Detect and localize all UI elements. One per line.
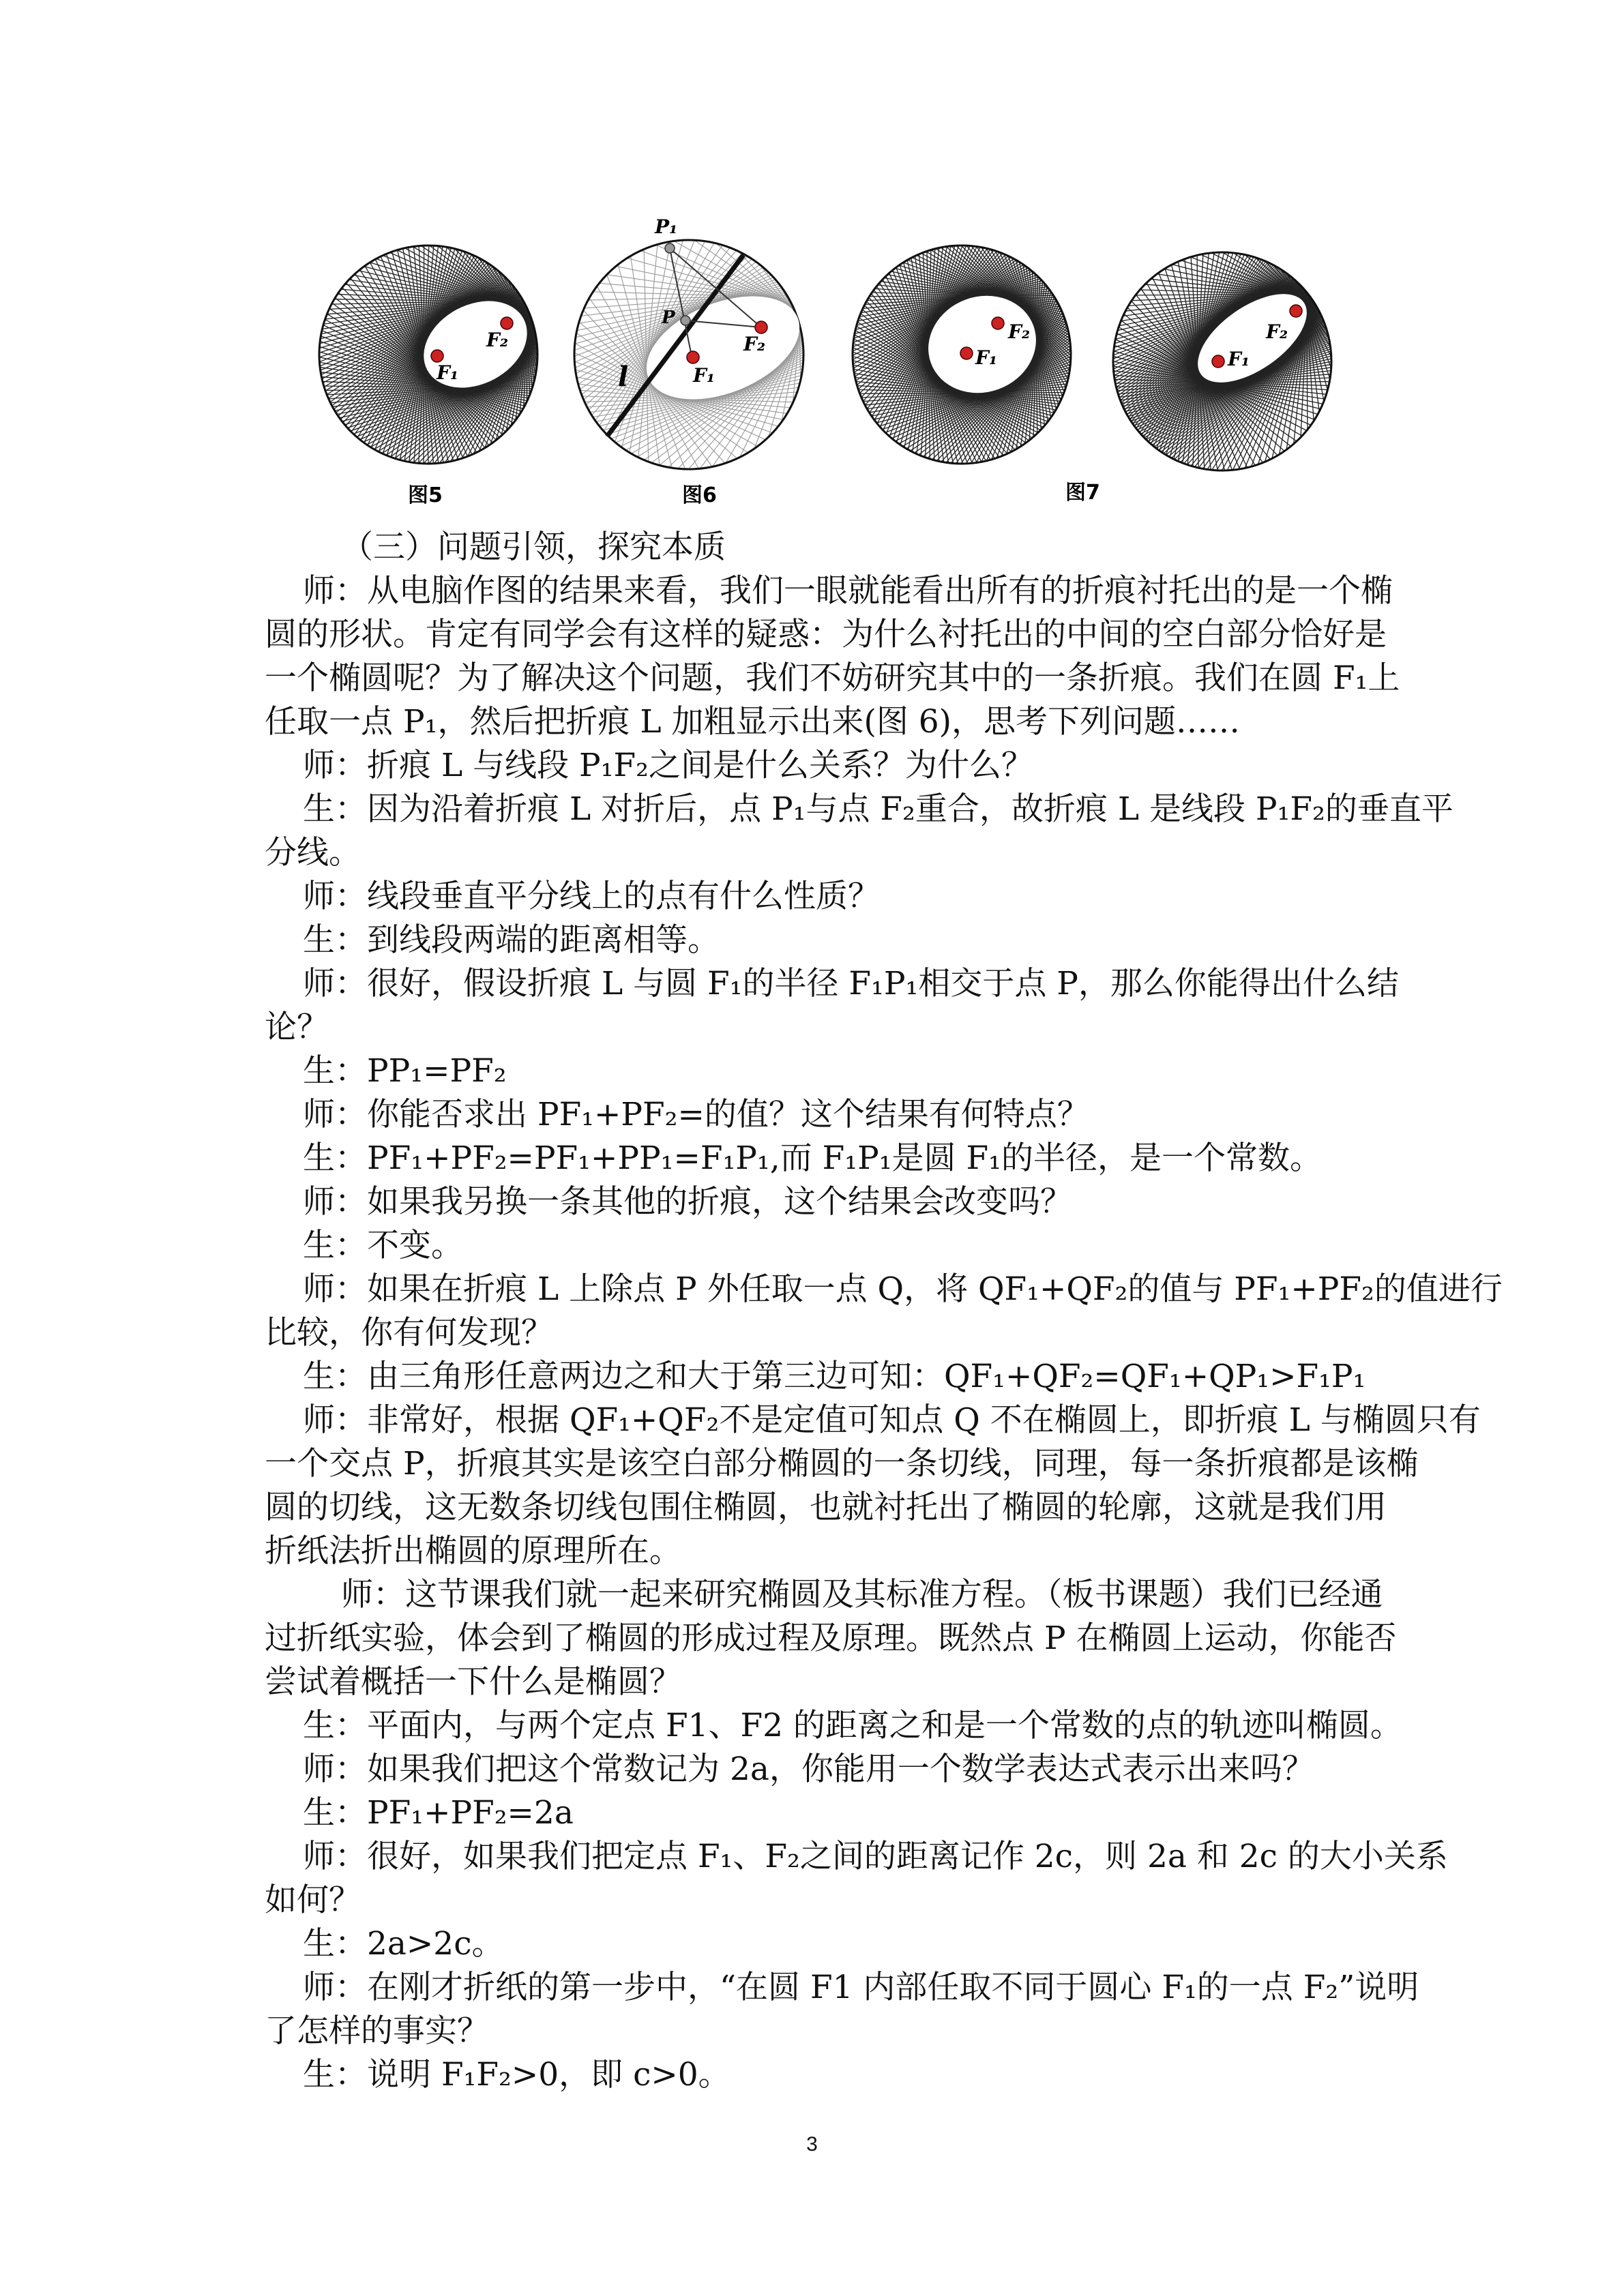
page-number: 3 [806,2133,818,2156]
text-line: 师：如果我们把这个常数记为 2a，你能用一个数学表达式表示出来吗？ [303,1750,1314,1788]
text-line: 圆的切线，这无数条切线包围住椭圆，也就衬托出了椭圆的轮廓，这就是我们用 [265,1489,1387,1526]
text-line: 生：平面内，与两个定点 F1、F2 的距离之和是一个常数的点的轨迹叫椭圆。 [303,1707,1402,1744]
text-line: 比较，你有何发现？ [265,1314,553,1352]
label-p1: P₁ [655,215,678,238]
text-line: 如何？ [265,1881,361,1919]
label-f2-5: F₂ [486,329,509,351]
text-line: 师：这节课我们就一起来研究椭圆及其标准方程。（板书课题）我们已经通 [341,1576,1383,1613]
text-line: 生：PF₁+PF₂=PF₁+PP₁=F₁P₁,而 F₁P₁是圆 F₁的半径，是一个常数。 [303,1139,1322,1177]
text-line: 过折纸实验，体会到了椭圆的形成过程及原理。既然点 P 在椭圆上运动，你能否 [265,1620,1397,1657]
label-f1-7a: F₁ [975,346,998,369]
section-heading: （三）问题引领，探究本质 [341,528,726,566]
text-line: 一个椭圆呢？为了解决这个问题，我们不妨研究其中的一条折痕。我们在圆 F₁上 [265,659,1400,697]
text-line: 生：由三角形任意两边之和大于第三边可知：QF₁+QF₂=QF₁+QP₁>F₁P₁ [303,1358,1366,1395]
text-line: 生：因为沿着折痕 L 对折后，点 P₁与点 F₂重合，故折痕 L 是线段 P₁F₂的垂直平 [303,790,1453,828]
label-f2-7a: F₂ [1008,320,1031,343]
text-line: 师：很好，如果我们把定点 F₁、F₂之间的距离记作 2c，则 2a 和 2c 的大小关系 [303,1838,1448,1875]
caption-figure-7: 图7 [1065,481,1100,505]
text-line: 师：如果在折痕 L 上除点 P 外任取一点 Q，将 QF₁+QF₂的值与 PF₁+PF₂的值进行 [303,1270,1503,1308]
label-f1-5: F₁ [437,361,459,384]
text-line: 了怎样的事实？ [265,2012,489,2050]
text-line: 尝试着概括一下什么是椭圆？ [265,1663,681,1701]
text-line: 师：折痕 L 与线段 P₁F₂之间是什么关系？为什么？ [303,747,1033,784]
text-line: 师：在刚才折纸的第一步中，“在圆 F1 内部任取不同于圆心 F₁的一点 F₂”说明 [303,1969,1419,2006]
text-line: 师：如果我另换一条其他的折痕，这个结果会改变吗？ [303,1183,1072,1221]
text-line: 生：不变。 [303,1227,463,1264]
text-line: 生：PF₁+PF₂=2a [303,1794,574,1832]
caption-figure-5: 图5 [408,483,443,507]
text-line: 师：你能否求出 PF₁+PF₂=的值？这个结果有何特点？ [303,1096,1089,1133]
text-line: 生：2a>2c。 [303,1925,504,1963]
label-f1-6: F₁ [693,364,715,387]
text-line: 论？ [265,1009,329,1046]
text-line: 分线。 [265,834,361,871]
text-line: 生：说明 F₁F₂>0，即 c>0。 [303,2056,730,2093]
text-line: 折纸法折出椭圆的原理所在。 [265,1532,681,1570]
label-f1-7b: F₁ [1228,348,1250,370]
text-line: 圆的形状。肯定有同学会有这样的疑惑：为什么衬托出的中间的空白部分恰好是 [265,616,1387,653]
text-line: 师：从电脑作图的结果来看，我们一眼就能看出所有的折痕衬托出的是一个椭 [303,572,1393,610]
caption-figure-6: 图6 [682,483,717,507]
text-line: 任取一点 P₁，然后把折痕 L 加粗显示出来(图 6)，思考下列问题…… [265,703,1241,741]
label-f2-7b: F₂ [1266,320,1288,343]
text-line: 一个交点 P，折痕其实是该空白部分椭圆的一条切线，同理，每一条折痕都是该椭 [265,1445,1419,1482]
label-p: P [662,308,675,328]
text-line: 师：线段垂直平分线上的点有什么性质？ [303,878,880,915]
text-line: 师：很好，假设折痕 L 与圆 F₁的半径 F₁P₁相交于点 P，那么你能得出什么结 [303,965,1399,1002]
text-line: 师：非常好，根据 QF₁+QF₂不是定值可知点 Q 不在椭圆上，即折痕 L 与椭圆只有 [303,1401,1481,1439]
label-f2-6: F₂ [743,333,766,355]
text-line: 生：PP₁=PF₂ [303,1052,507,1090]
label-l: l [618,361,629,393]
text-line: 生：到线段两端的距离相等。 [303,921,720,959]
